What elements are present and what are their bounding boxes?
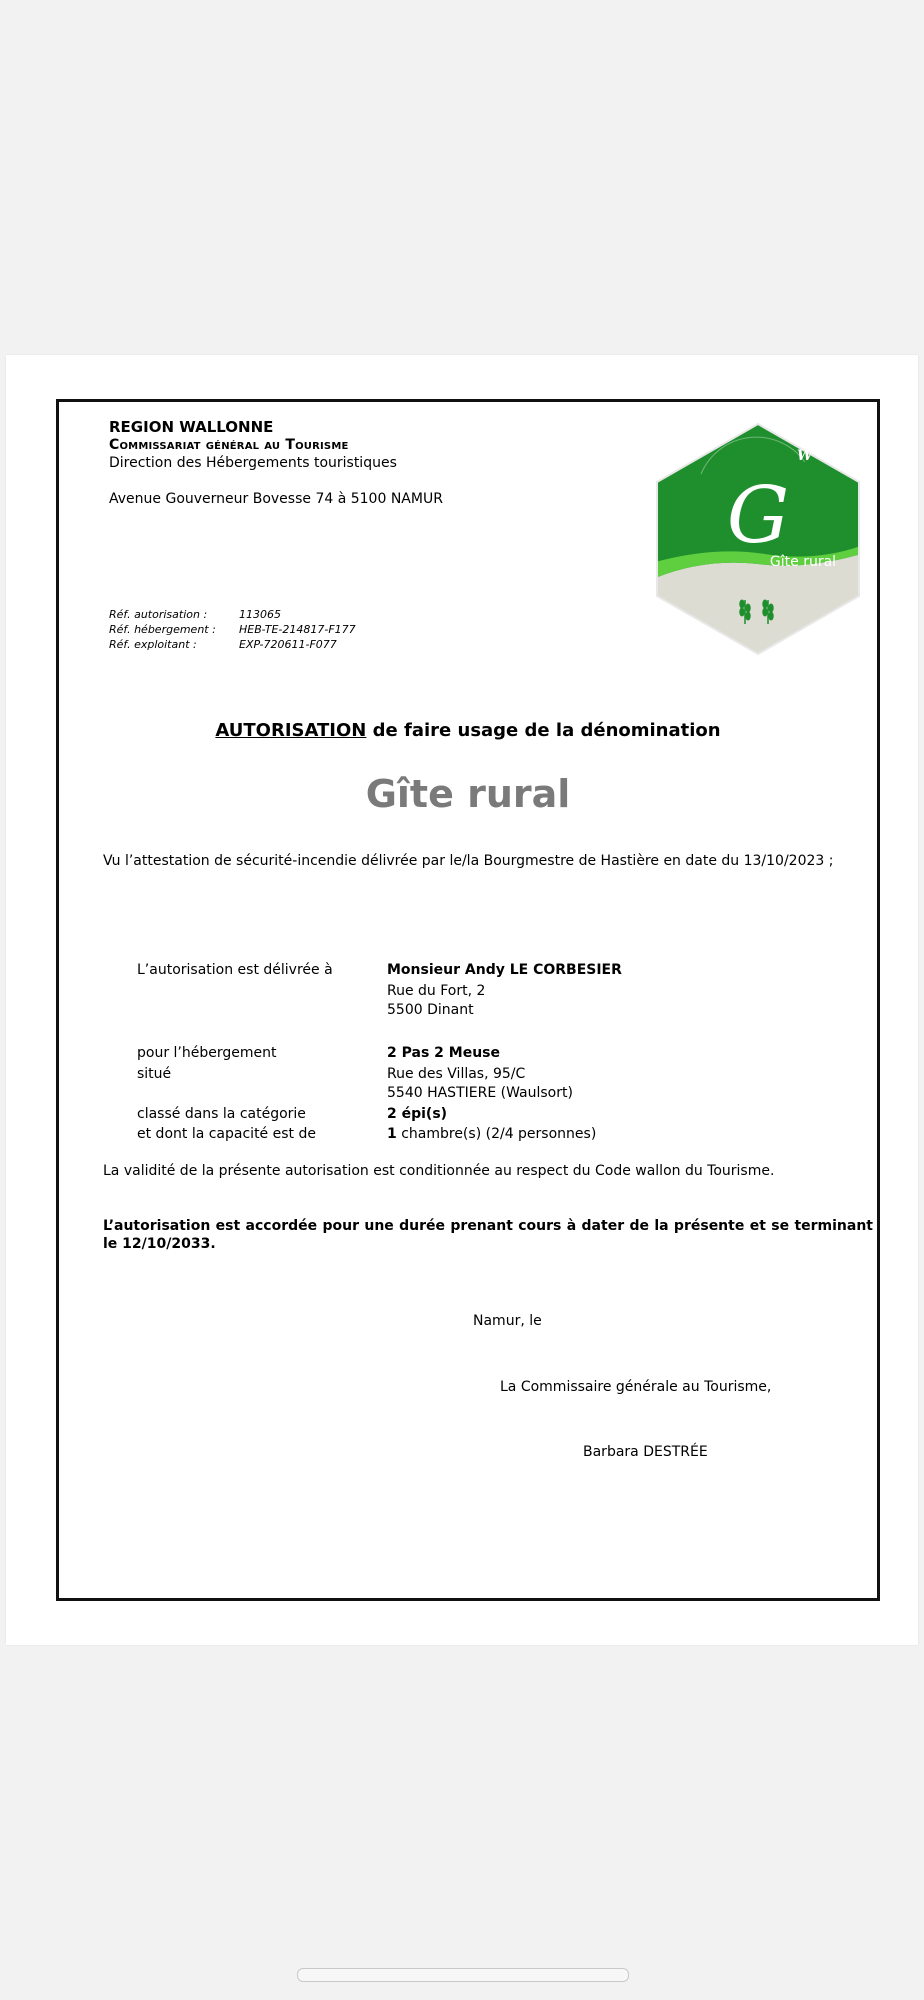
holder-city: 5500 Dinant: [387, 1002, 474, 1018]
document-title: [59, 720, 877, 741]
capacity-text: chambre(s) (2/4 personnes): [396, 1126, 597, 1142]
signature-place: Namur, le: [473, 1313, 542, 1329]
org-direction: Direction des Hébergements touristiques: [109, 455, 397, 471]
logo-caption: Gîte rural: [769, 554, 837, 570]
reference-block: [109, 607, 356, 652]
capacity-value: [387, 1126, 596, 1142]
signatory-role: La Commissaire générale au Tourisme,: [500, 1379, 772, 1395]
reference-row: [109, 637, 356, 652]
holder-name: Monsieur Andy LE CORBESIER: [387, 962, 622, 978]
lodging-name: 2 Pas 2 Meuse: [387, 1045, 500, 1061]
validity-paragraph: La validité de la présente autorisation est conditionnée au respect du Code wallon du Tourisme.: [103, 1163, 775, 1179]
title-keyword: AUTORISATION: [215, 720, 367, 741]
reference-label: Réf. hébergement :: [109, 623, 216, 636]
title-rest: de faire usage de la dénomination: [366, 720, 721, 741]
document-frame: [56, 399, 880, 1601]
lodging-label: pour l’hébergement: [137, 1045, 277, 1061]
home-indicator[interactable]: [297, 1968, 629, 1982]
category-value: 2 épi(s): [387, 1106, 448, 1122]
capacity-label: et dont la capacité est de: [137, 1126, 316, 1142]
org-address: Avenue Gouverneur Bovesse 74 à 5100 NAMUR: [109, 491, 443, 507]
org-name: REGION WALLONNE: [109, 418, 274, 436]
reference-value: HEB-TE-214817-F177: [239, 623, 356, 636]
reference-row: [109, 607, 356, 622]
document-page: [6, 355, 918, 1645]
reference-value: EXP-720611-F077: [239, 638, 337, 651]
reference-label: Réf. autorisation :: [109, 608, 208, 621]
capacity-number: 1: [387, 1126, 397, 1142]
located-label: situé: [137, 1066, 172, 1082]
holder-street: Rue du Fort, 2: [387, 983, 486, 999]
logo-corner-mark: W: [797, 448, 813, 464]
reference-label: Réf. exploitant :: [109, 638, 197, 651]
intro-paragraph: Vu l’attestation de sécurité-incendie délivrée par le/la Bourgmestre de Hastière en date du 13/10/2023 ;: [103, 853, 834, 869]
lodging-city: 5540 HASTIERE (Waulsort): [387, 1085, 573, 1101]
category-label: classé dans la catégorie: [137, 1106, 306, 1122]
org-department: Commissariat général au Tourisme: [109, 437, 349, 453]
signatory-name: Barbara DESTRÉE: [583, 1444, 708, 1460]
gite-rural-logo: [655, 422, 861, 656]
duration-paragraph: L’autorisation est accordée pour une durée prenant cours à dater de la présente et se terminant le 12/10/2033.: [103, 1218, 873, 1252]
logo-letter: G: [726, 471, 790, 561]
issued-to-label: L’autorisation est délivrée à: [137, 962, 333, 978]
reference-value: 113065: [239, 608, 281, 621]
lodging-street: Rue des Villas, 95/C: [387, 1066, 526, 1082]
denomination-heading: Gîte rural: [365, 772, 571, 816]
reference-row: [109, 622, 356, 637]
